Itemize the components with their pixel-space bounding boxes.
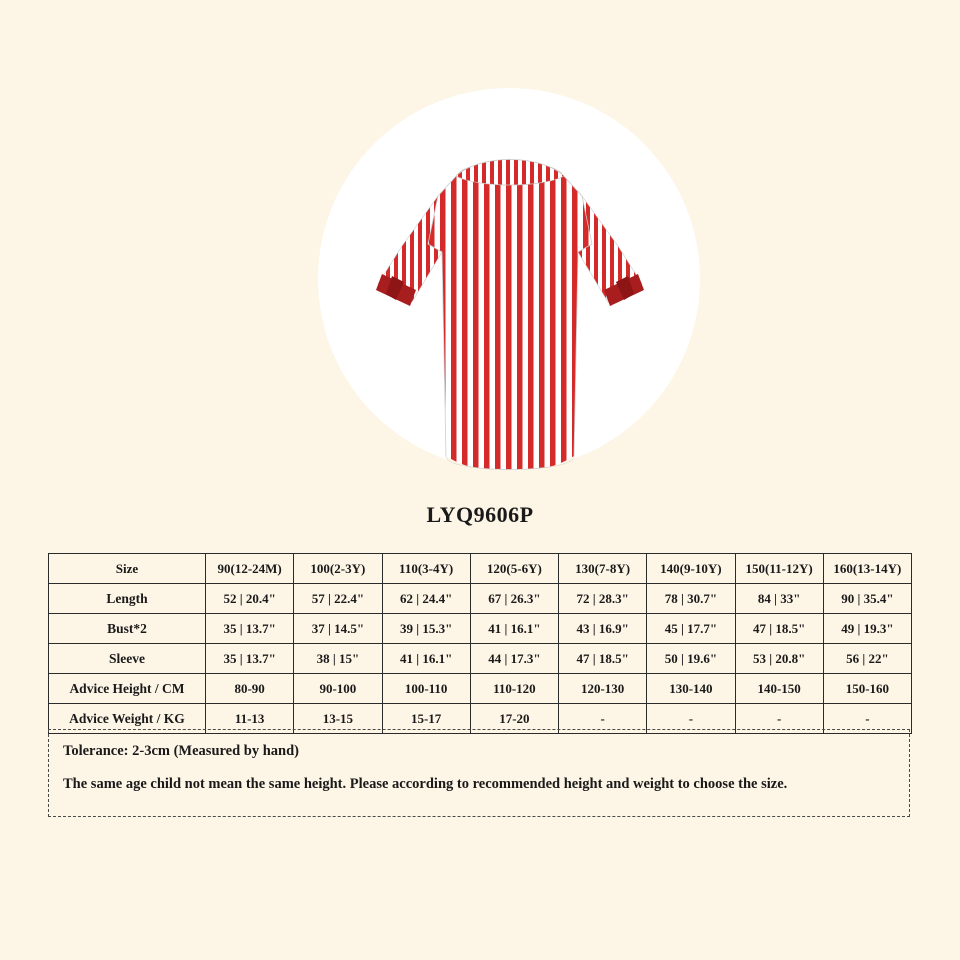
size-table-cell: 41 | 16.1" [382,644,470,674]
size-table-cell: 37 | 14.5" [294,614,382,644]
size-table-cell: - [735,704,823,734]
size-table-cell: - [559,704,647,734]
size-table-cell: 17-20 [470,704,558,734]
size-table [48,553,912,734]
product-sku-title: LYQ9606P [426,502,534,527]
dress-body [428,162,592,506]
size-table-cell: 62 | 24.4" [382,584,470,614]
size-table-cell: 47 | 18.5" [559,644,647,674]
dress-neckline [456,160,564,186]
size-table-cell: 72 | 28.3" [559,584,647,614]
size-table-header-cell: 110(3-4Y) [382,554,470,584]
size-table-cell: 41 | 16.1" [470,614,558,644]
size-table-cell: 53 | 20.8" [735,644,823,674]
size-table-row-label: Bust*2 [49,614,206,644]
size-table-header-cell: 140(9-10Y) [647,554,735,584]
size-table-cell: 110-120 [470,674,558,704]
dress-left-sleeve [376,196,442,306]
size-table-cell: 90 | 35.4" [823,584,911,614]
size-table-cell: 57 | 22.4" [294,584,382,614]
size-table-cell: 67 | 26.3" [470,584,558,614]
size-table-container [48,553,912,734]
size-table-cell: 130-140 [647,674,735,704]
product-image-area [0,88,960,488]
table-row [49,614,912,644]
size-table-header-cell: 100(2-3Y) [294,554,382,584]
size-table-row-label: Advice Weight / KG [49,704,206,734]
size-table-cell: 13-15 [294,704,382,734]
table-row [49,674,912,704]
size-table-cell: 84 | 33" [735,584,823,614]
size-table-cell: 90-100 [294,674,382,704]
size-table-header-cell: 150(11-12Y) [735,554,823,584]
size-table-cell: 52 | 20.4" [206,584,294,614]
size-table-cell: 49 | 19.3" [823,614,911,644]
size-table-header-cell: 130(7-8Y) [559,554,647,584]
size-table-cell: 45 | 17.7" [647,614,735,644]
size-table-cell: 50 | 19.6" [647,644,735,674]
table-row [49,644,912,674]
size-table-row-label: Length [49,584,206,614]
size-table-cell: 39 | 15.3" [382,614,470,644]
size-table-cell: 47 | 18.5" [735,614,823,644]
size-table-header-row [49,554,912,584]
size-table-row-label: Sleeve [49,644,206,674]
size-table-cell: 35 | 13.7" [206,644,294,674]
sizing-advice-note: The same age child not mean the same height. Please according to recommended height and weight to choose the size. [63,776,788,793]
dress-right-sleeve [578,196,644,306]
size-table-header-cell: 160(13-14Y) [823,554,911,584]
size-table-cell: 15-17 [382,704,470,734]
size-table-header-cell: Size [49,554,206,584]
size-table-cell: 78 | 30.7" [647,584,735,614]
size-table-cell: 80-90 [206,674,294,704]
size-table-header-cell: 120(5-6Y) [470,554,558,584]
size-table-header-cell: 90(12-24M) [206,554,294,584]
tolerance-note: Tolerance: 2-3cm (Measured by hand) [63,743,300,759]
size-table-row-label: Advice Height / CM [49,674,206,704]
size-table-cell: - [647,704,735,734]
size-table-cell: - [823,704,911,734]
size-table-cell: 35 | 13.7" [206,614,294,644]
size-table-cell: 140-150 [735,674,823,704]
size-table-cell: 120-130 [559,674,647,704]
size-table-cell: 56 | 22" [823,644,911,674]
size-table-cell: 100-110 [382,674,470,704]
size-table-cell: 150-160 [823,674,911,704]
table-row [49,584,912,614]
size-table-cell: 11-13 [206,704,294,734]
notes-box [48,729,910,817]
size-table-cell: 43 | 16.9" [559,614,647,644]
size-table-cell: 38 | 15" [294,644,382,674]
size-table-cell: 44 | 17.3" [470,644,558,674]
striped-dress-illustration [330,126,690,506]
